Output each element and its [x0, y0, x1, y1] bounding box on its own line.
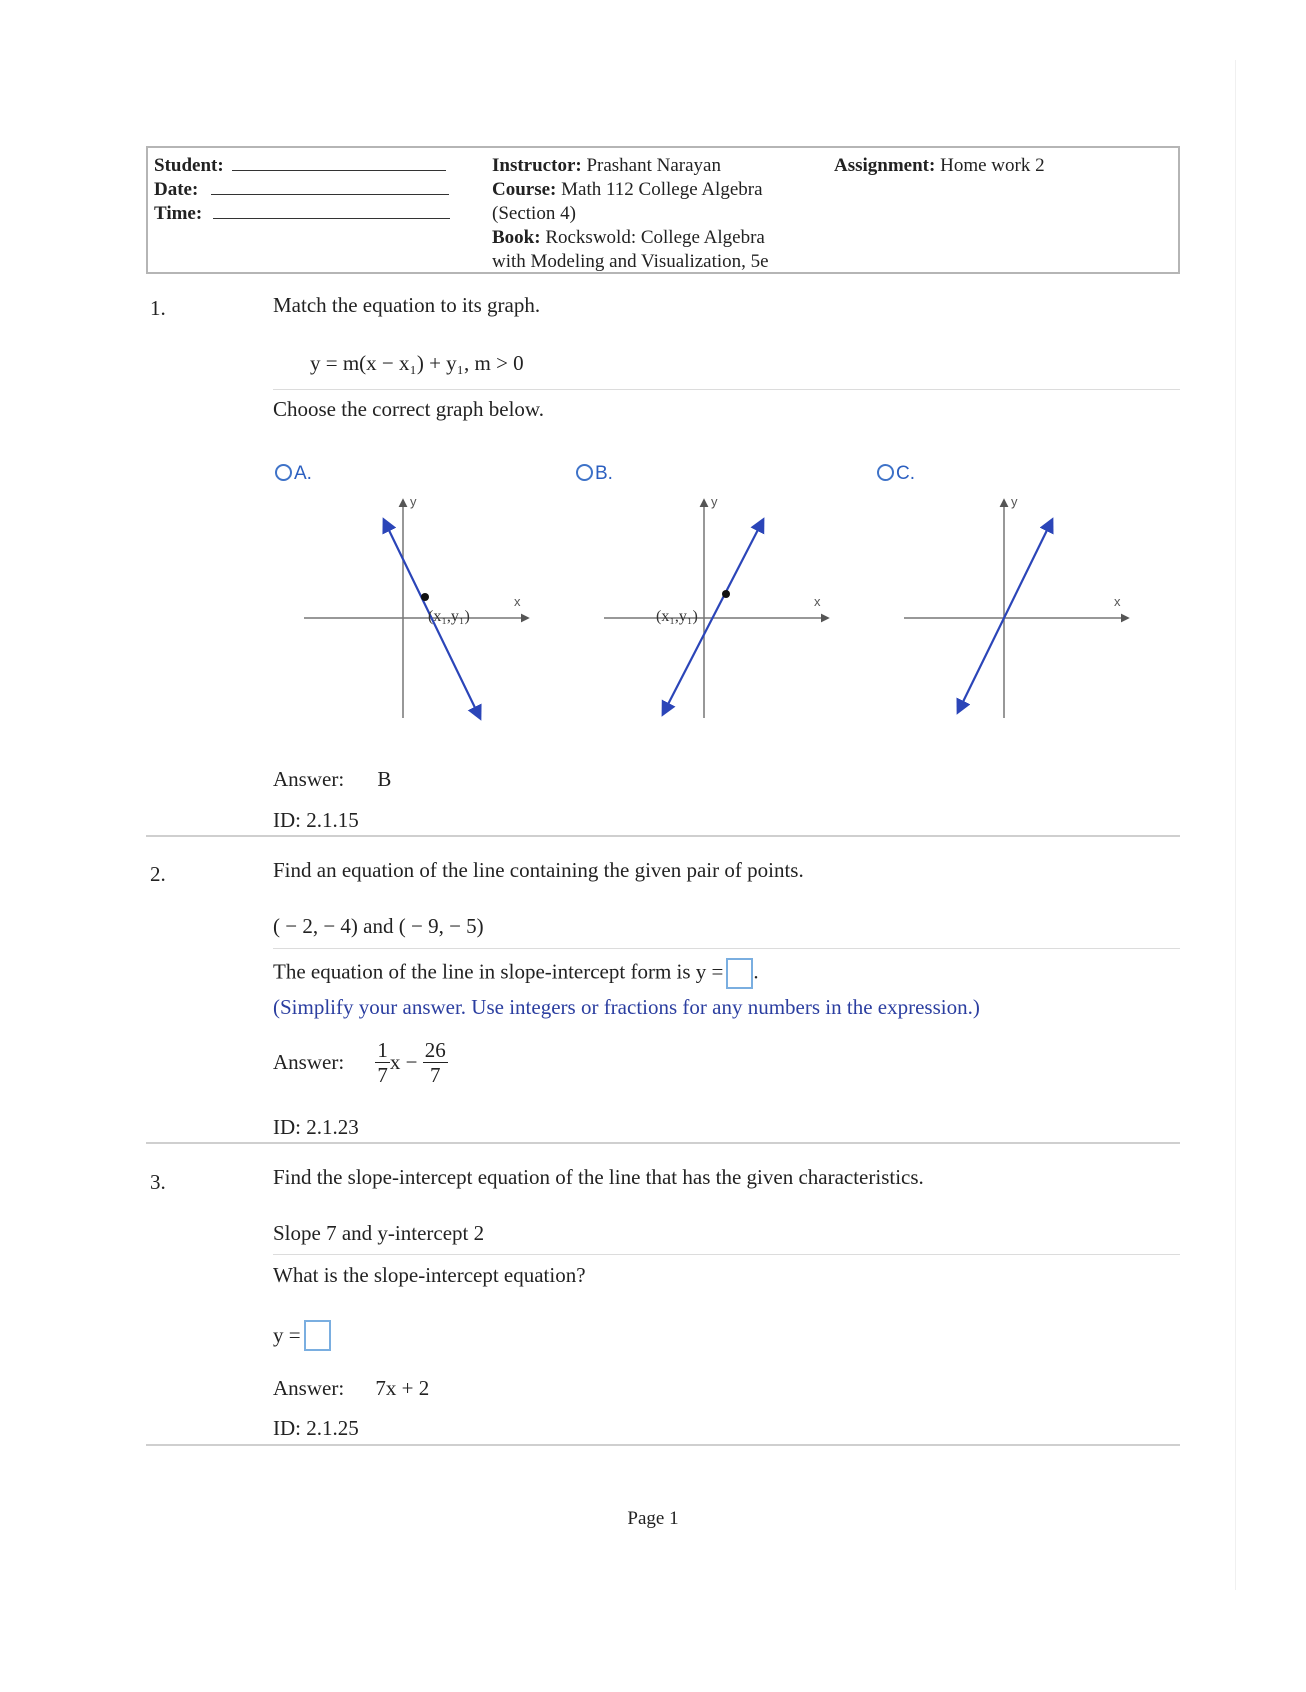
- choice-b[interactable]: [576, 463, 613, 485]
- question-1-id: ID: 2.1.15: [273, 808, 359, 832]
- question-divider: [146, 835, 1180, 837]
- question-2-id: ID: 2.1.23: [273, 1115, 359, 1139]
- question-1-equation: y = m(x − x₁) + y₁, m > 0: [310, 351, 524, 375]
- question-3-id: ID: 2.1.25: [273, 1416, 359, 1440]
- course-value: Math 112 College Algebra: [561, 179, 763, 200]
- denominator: 7: [430, 1063, 441, 1087]
- question-2-prompt: Find an equation of the line containing the given pair of points.: [273, 858, 804, 882]
- y-axis-label: y: [1011, 494, 1018, 509]
- choice-c-label: C.: [896, 463, 915, 484]
- course-info: [492, 154, 812, 274]
- question-3-input-row: [273, 1320, 331, 1351]
- y-axis-label: y: [410, 494, 417, 509]
- question-3-number: 3.: [150, 1170, 166, 1194]
- student-info: [154, 154, 454, 226]
- graph-a: [300, 490, 540, 730]
- point-label: (x₁,y₁): [428, 608, 470, 625]
- point-label: (x₁,y₁): [656, 608, 698, 625]
- numerator: 1: [377, 1038, 388, 1062]
- question-1-number: 1.: [150, 296, 166, 320]
- course-label: Course:: [492, 179, 557, 200]
- point-marker: [421, 593, 429, 601]
- time-label: Time:: [154, 203, 203, 224]
- divider: [273, 1254, 1180, 1255]
- date-blank: [211, 180, 449, 195]
- answer-middle: x −: [389, 1050, 418, 1074]
- question-2-hint: (Simplify your answer. Use integers or fractions for any numbers in the expression.): [273, 995, 980, 1019]
- question-3-given: Slope 7 and y-intercept 2: [273, 1221, 485, 1245]
- assignment-info: [834, 154, 1174, 178]
- page-edge: [1235, 60, 1236, 1590]
- question-divider: [146, 1444, 1180, 1446]
- question-1-prompt: Match the equation to its graph.: [273, 293, 541, 317]
- assignment-header: [146, 146, 1180, 274]
- radio-c[interactable]: [877, 464, 894, 481]
- book-value: Rockswold: College Algebra: [545, 227, 765, 248]
- choice-a-label: A.: [294, 463, 312, 484]
- course-section: (Section 4): [492, 203, 576, 224]
- page-number: Page 1: [627, 1508, 679, 1529]
- question-3-prompt: Find the slope-intercept equation of the line that has the given characteristics.: [273, 1165, 924, 1189]
- divider: [273, 948, 1180, 949]
- x-axis-label: x: [814, 594, 821, 609]
- denominator: 7: [377, 1063, 388, 1087]
- time-blank: [213, 204, 450, 219]
- assignment-value: Home work 2: [940, 155, 1045, 176]
- choice-a[interactable]: [275, 463, 312, 485]
- x-axis-label: x: [1114, 594, 1121, 609]
- graph-b: [600, 490, 840, 730]
- student-label: Student:: [154, 155, 224, 176]
- instruction-text: The equation of the line in slope-intercept form is y =: [273, 959, 724, 984]
- question-2-number: 2.: [150, 862, 166, 886]
- answer-input-box[interactable]: [304, 1320, 331, 1351]
- question-3-instruction: What is the slope-intercept equation?: [273, 1263, 586, 1287]
- line-through-origin: [958, 520, 1052, 712]
- fraction-26-7: [423, 1038, 448, 1087]
- instructor-label: Instructor:: [492, 155, 582, 176]
- answer-label: Answer:: [273, 767, 345, 791]
- numerator: 26: [424, 1038, 446, 1062]
- x-axis-label: x: [514, 594, 521, 609]
- radio-b[interactable]: [576, 464, 593, 481]
- answer-value: B: [377, 767, 392, 791]
- divider: [273, 389, 1180, 390]
- assignment-label: Assignment:: [834, 155, 936, 176]
- question-2-points: ( − 2, − 4) and ( − 9, − 5): [273, 914, 484, 938]
- date-label: Date:: [154, 179, 199, 200]
- question-3-answer: [273, 1376, 429, 1401]
- instructor-value: Prashant Narayan: [586, 155, 721, 176]
- y-axis-label: y: [711, 494, 718, 509]
- book-edition: with Modeling and Visualization, 5e: [492, 251, 769, 272]
- radio-a[interactable]: [275, 464, 292, 481]
- question-1-answer: [273, 767, 391, 792]
- choice-b-label: B.: [595, 463, 613, 484]
- book-label: Book:: [492, 227, 541, 248]
- fraction-1-7: [375, 1038, 390, 1087]
- answer-label: Answer:: [273, 1050, 345, 1074]
- question-1-instruction: Choose the correct graph below.: [273, 397, 544, 421]
- student-blank: [232, 156, 446, 171]
- question-divider: [146, 1142, 1180, 1144]
- answer-label: Answer:: [273, 1376, 345, 1400]
- point-marker: [722, 590, 730, 598]
- answer-input-box[interactable]: [726, 958, 753, 989]
- choice-c[interactable]: [877, 463, 915, 485]
- y-equals-label: y =: [273, 1323, 301, 1347]
- answer-value: 7x + 2: [375, 1376, 430, 1400]
- question-2-instruction: The equation of the line in slope-intercept form is y = .: [273, 958, 759, 989]
- graph-c: [900, 490, 1140, 730]
- question-2-answer: [273, 1038, 448, 1098]
